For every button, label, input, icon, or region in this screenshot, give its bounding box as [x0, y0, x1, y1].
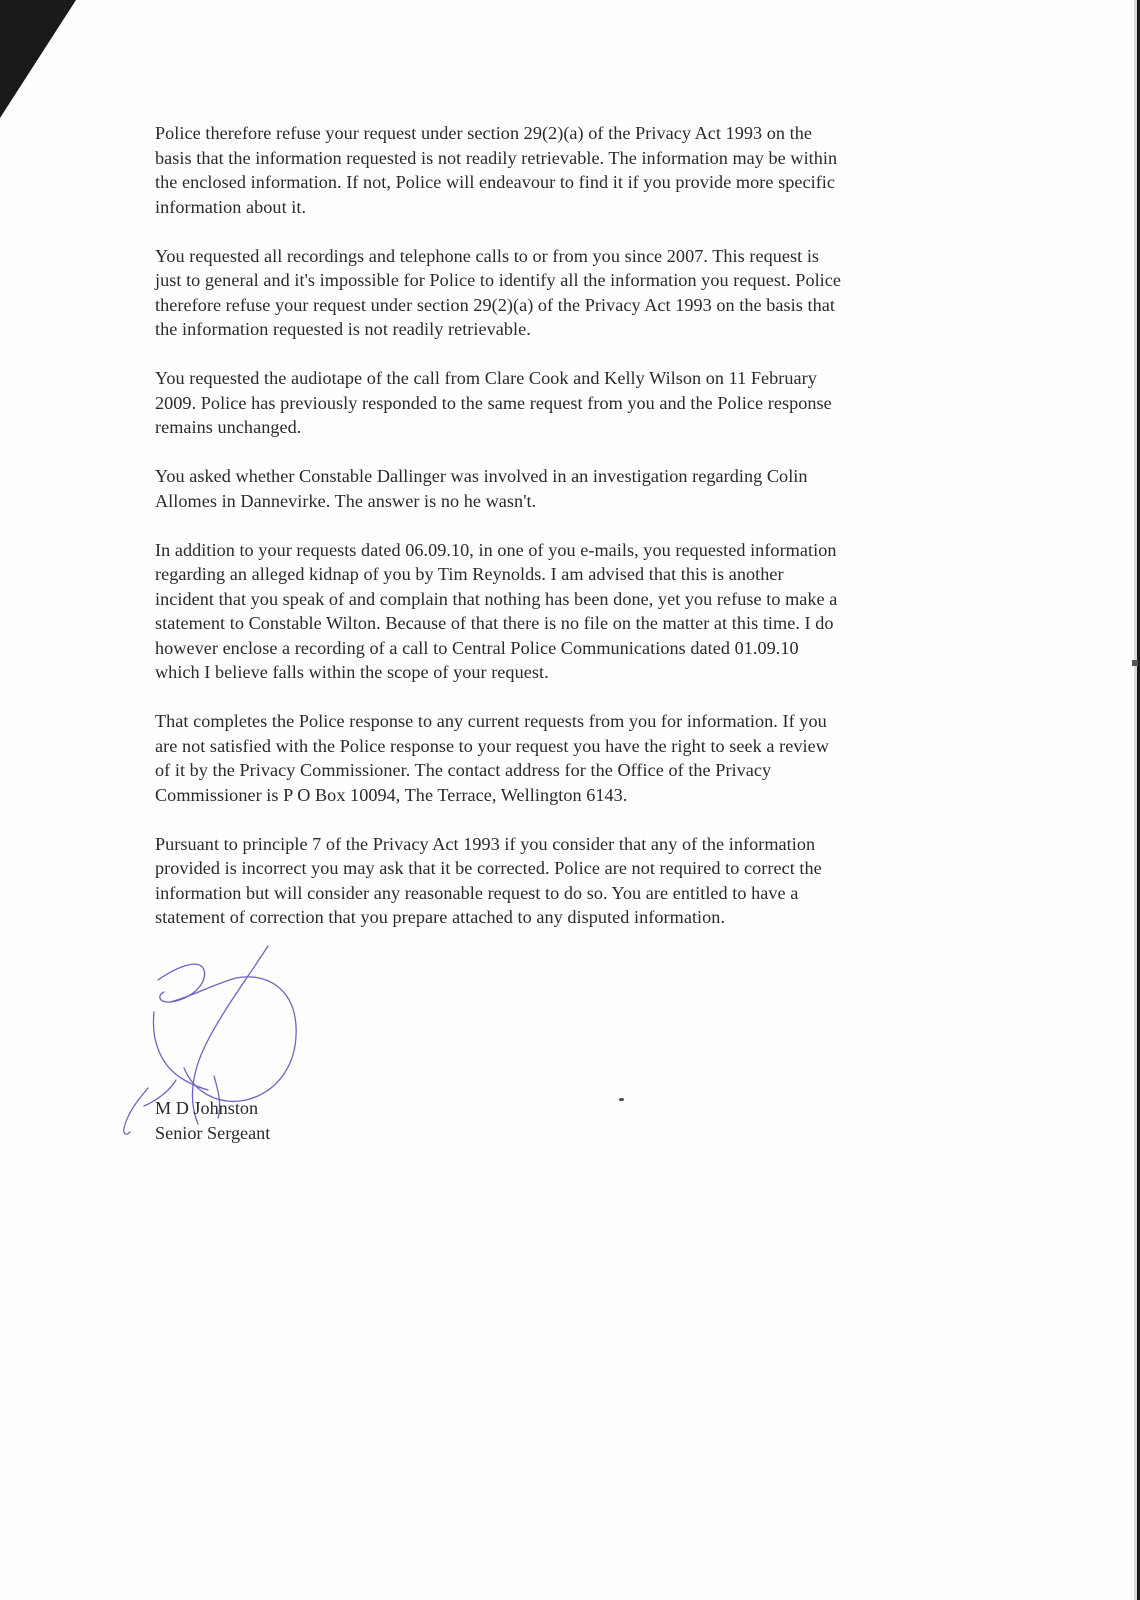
text-line: which I believe falls within the scope of your request.	[155, 662, 549, 682]
text-line: therefore refuse your request under section 29(2)(a) of the Privacy Act 1993 on the basis that	[155, 294, 835, 315]
text-line: information but will consider any reasonable request to do so. You are entitled to have a	[155, 882, 799, 903]
text-line: statement to Constable Wilton. Because of that there is no file on the matter at this time. I do	[155, 613, 834, 633]
text-line: information about it.	[155, 196, 307, 217]
text-line: remains unchanged.	[155, 417, 302, 437]
text-line: however enclose a recording of a call to Central Police Communications dated 01.09.10	[155, 637, 799, 658]
text-line: That completes the Police response to any current requests from you for information. If you	[155, 711, 827, 731]
scan-corner-shadow	[0, 0, 80, 120]
signature-block	[155, 1096, 270, 1145]
text-line: Police therefore refuse your request under section 29(2)(a) of the Privacy Act 1993 on the	[155, 123, 813, 143]
text-line: Pursuant to principle 7 of the Privacy Act 1993 if you consider that any of the information	[155, 833, 816, 854]
scan-right-edge	[1120, 0, 1140, 1600]
text-line: You requested the audiotape of the call from Clare Cook and Kelly Wilson on 11 February	[155, 368, 817, 388]
text-line: just to general and it's impossible for Police to identify all the information you request. Police	[155, 270, 842, 290]
text-line: In addition to your requests dated 06.09.10, in one of you e-mails, you requested information	[155, 539, 837, 560]
paragraph-kidnap-request	[155, 538, 955, 685]
signatory-name: M D Johnston	[155, 1098, 259, 1118]
text-line: basis that the information requested is not readily retrievable. The information may be within	[155, 147, 838, 168]
text-line: regarding an alleged kidnap of you by Tim Reynolds. I am advised that this is another	[155, 564, 784, 584]
paragraph-refusal-retrievable	[155, 121, 955, 219]
scan-speck	[619, 1098, 624, 1101]
text-line: 2009. Police has previously responded to the same request from you and the Police response	[155, 392, 832, 413]
text-line: incident that you speak of and complain that nothing has been done, yet you refuse to make a	[155, 588, 838, 609]
text-line: are not satisfied with the Police response to your request you have the right to seek a review	[155, 735, 829, 756]
paragraph-review-rights	[155, 709, 955, 807]
letter-body	[155, 121, 955, 954]
paragraph-audiotape-request	[155, 366, 955, 440]
text-line: Commissioner is P O Box 10094, The Terrace, Wellington 6143.	[155, 784, 628, 805]
text-line: the information requested is not readily retrievable.	[155, 319, 531, 339]
text-line: Allomes in Dannevirke. The answer is no he wasn't.	[155, 490, 537, 511]
text-line: You requested all recordings and telephone calls to or from you since 2007. This request is	[155, 245, 820, 266]
signatory-title: Senior Sergeant	[155, 1122, 271, 1143]
text-line: provided is incorrect you may ask that it be corrected. Police are not required to correct the	[155, 858, 822, 878]
paragraph-recordings-request	[155, 244, 955, 342]
paragraph-constable-question	[155, 464, 955, 513]
text-line: the enclosed information. If not, Police will endeavour to find it if you provide more specific	[155, 172, 836, 192]
text-line: statement of correction that you prepare attached to any disputed information.	[155, 907, 726, 927]
text-line: You asked whether Constable Dallinger was involved in an investigation regarding Colin	[155, 466, 808, 486]
text-line: of it by the Privacy Commissioner. The contact address for the Office of the Privacy	[155, 760, 772, 780]
paragraph-correction-principle	[155, 832, 955, 930]
